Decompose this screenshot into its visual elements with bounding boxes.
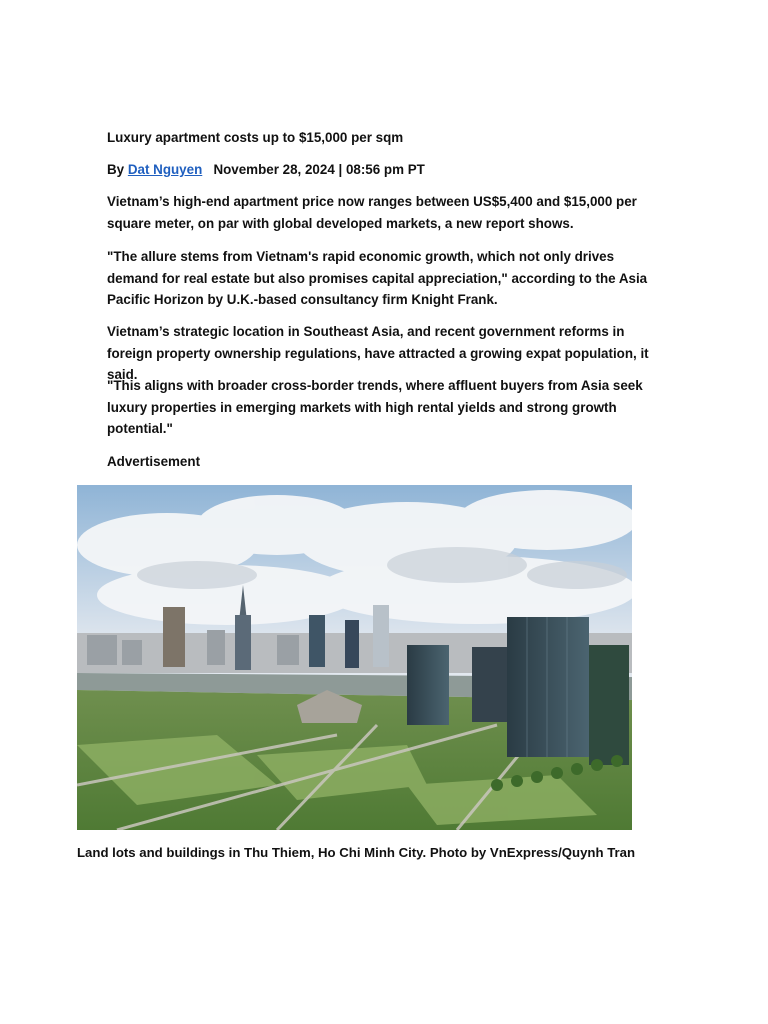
photo-caption: Land lots and buildings in Thu Thiem, Ho Chi Minh City. Photo by VnExpress/Quynh Tran [77,845,636,860]
article-title: Luxury apartment costs up to $15,000 per sqm [107,130,404,145]
author-link[interactable]: Dat Nguyen [127,162,203,177]
paragraph-2: "The allure stems from Vietnam's rapid economic growth, which not only drives demand for real estate but also promises capital appreciation," according to the Asia Pacific Horizon by U.K.-based consultancy firm Knight Frank. [107,249,648,308]
paragraph-4: "This aligns with broader cross-border trends, where affluent buyers from Asia seek luxury properties in emerging markets with high rental yields and strong growth potential." [107,378,643,437]
byline [107,159,667,181]
city-skyline-photo [77,485,632,830]
publish-date: November 28, 2024 | 08:56 pm PT [213,162,425,177]
advertisement-label: Advertisement [107,454,201,469]
paragraph-1: Vietnam’s high-end apartment price now ranges between US$5,400 and $15,000 per square meter, on par with global developed markets, a new report shows. [107,194,637,231]
byline-prefix: By [107,162,125,177]
article-photo [77,485,632,830]
paragraph-3: Vietnam’s strategic location in Southeast Asia, and recent government reforms in foreign property ownership regulations, have attracted a growing expat population, it said. [107,324,649,383]
